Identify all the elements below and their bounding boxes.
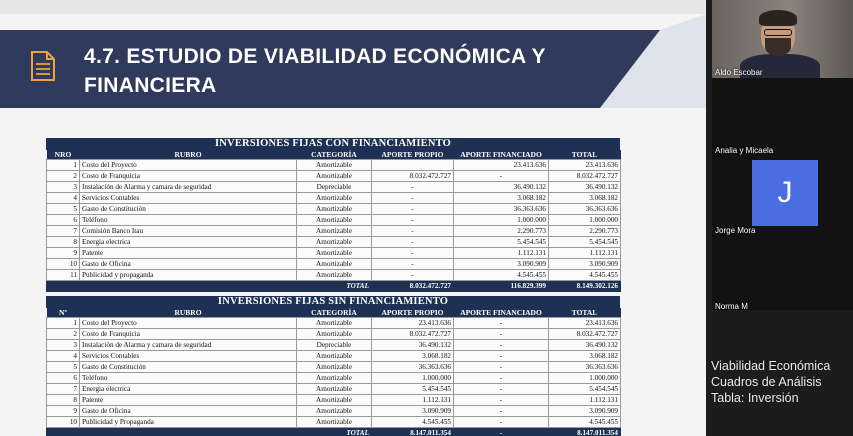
table-cell: 4	[47, 351, 80, 362]
table-cell: 5	[47, 204, 80, 215]
table-cell: Depreciable	[297, 182, 372, 193]
column-header: CATEGORÍA	[297, 308, 372, 318]
table-cell: 4.545.455	[454, 270, 549, 281]
table-cell: Servicios Contables	[80, 351, 297, 362]
table-header-row	[47, 308, 621, 318]
table-cell: 8.032.472.727	[372, 171, 454, 182]
table-cell: -	[454, 417, 549, 428]
table-row	[47, 351, 621, 362]
total-propio: 8.147.011.354	[372, 428, 454, 436]
table-cell: 10	[47, 417, 80, 428]
table-cell	[47, 428, 80, 436]
table-cell	[80, 428, 297, 436]
table-cell: 8	[47, 395, 80, 406]
table-cell: Amortizable	[297, 193, 372, 204]
table-cell: 1.000.000	[454, 215, 549, 226]
table-cell: 10	[47, 259, 80, 270]
table-cell: -	[454, 384, 549, 395]
participant-glasses	[764, 29, 792, 36]
column-header: APORTE PROPIO	[372, 308, 454, 318]
table-sin-financiamiento	[46, 296, 620, 436]
column-header: RUBRO	[80, 308, 297, 318]
table-cell: 4.545.455	[549, 417, 621, 428]
column-header: CATEGORÍA	[297, 150, 372, 160]
document-icon	[30, 50, 56, 82]
table-cell: 2	[47, 329, 80, 340]
column-header: NRO	[47, 150, 80, 160]
table-cell: Amortizable	[297, 318, 372, 329]
table-cell: Amortizable	[297, 395, 372, 406]
table-row	[47, 362, 621, 373]
table-row	[47, 193, 621, 204]
participant-beard	[765, 38, 791, 56]
table-cell: Teléfono	[80, 373, 297, 384]
table-cell: 1.112.131	[549, 395, 621, 406]
table-cell: 36.490.132	[549, 182, 621, 193]
table-row	[47, 160, 621, 171]
table-cell: Gasto de Oficina	[80, 259, 297, 270]
table-header-row	[47, 150, 621, 160]
total-financiado: 116.829.399	[454, 281, 549, 292]
table-grid	[46, 150, 621, 292]
table-row	[47, 171, 621, 182]
table-cell: 3.068.182	[549, 351, 621, 362]
table-cell: 36.490.132	[549, 340, 621, 351]
participant-name-aldo: Aldo Escobar	[715, 68, 763, 77]
table-title: INVERSIONES FIJAS CON FINANCIAMIENTO	[46, 138, 620, 150]
column-header: RUBRO	[80, 150, 297, 160]
table-cell: 7	[47, 226, 80, 237]
total-label: TOTAL	[297, 428, 372, 436]
table-title: INVERSIONES FIJAS SIN FINANCIAMIENTO	[46, 296, 620, 308]
table-cell: Patente	[80, 248, 297, 259]
column-header: APORTE FINANCIADO	[454, 150, 549, 160]
table-cell: Amortizable	[297, 248, 372, 259]
participant-video-tile[interactable]	[712, 0, 853, 78]
table-cell: -	[454, 362, 549, 373]
table-cell: 3.090.909	[372, 406, 454, 417]
participant-name-norma: Norma M	[715, 302, 748, 311]
table-cell: -	[454, 318, 549, 329]
table-cell	[47, 281, 80, 292]
table-row	[47, 226, 621, 237]
table-row	[47, 417, 621, 428]
caption-line-1: Viabilidad Económica	[711, 359, 831, 373]
table-cell: -	[372, 193, 454, 204]
table-cell: Servicios Contables	[80, 193, 297, 204]
table-cell: 36.363.636	[372, 362, 454, 373]
table-row	[47, 215, 621, 226]
total-label: TOTAL	[297, 281, 372, 292]
table-cell: -	[454, 171, 549, 182]
table-cell: 7	[47, 384, 80, 395]
table-row	[47, 270, 621, 281]
table-cell: 2.290.773	[454, 226, 549, 237]
table-cell: 4.545.455	[549, 270, 621, 281]
table-cell: -	[372, 259, 454, 270]
column-header: Nº	[47, 308, 80, 318]
table-cell: 1.000.000	[549, 215, 621, 226]
table-cell: Amortizable	[297, 259, 372, 270]
table-cell: -	[372, 237, 454, 248]
table-row	[47, 329, 621, 340]
table-row	[47, 373, 621, 384]
participant-avatar[interactable]: J	[752, 160, 818, 226]
participant-name-jorge: Jorge Mora	[715, 226, 756, 235]
participant-name-analia: Analia y Micaela	[715, 146, 774, 155]
table-row	[47, 182, 621, 193]
table-row	[47, 406, 621, 417]
table-cell: 23.413.636	[549, 160, 621, 171]
table-cell: 3.068.182	[454, 193, 549, 204]
table-cell: -	[372, 226, 454, 237]
table-cell: Costo de Franquicia	[80, 329, 297, 340]
table-total-row	[47, 281, 621, 292]
table-cell: 5.454.545	[372, 384, 454, 395]
table-cell: -	[454, 351, 549, 362]
table-cell: Gasto de Constitución	[80, 362, 297, 373]
table-cell: Amortizable	[297, 373, 372, 384]
table-cell: 3.090.909	[549, 406, 621, 417]
table-cell: Gasto de Constitución	[80, 204, 297, 215]
table-row	[47, 340, 621, 351]
table-cell: 36.363.636	[549, 362, 621, 373]
column-header: TOTAL	[549, 308, 621, 318]
table-cell: 11	[47, 270, 80, 281]
total-total: 8.149.302.126	[549, 281, 621, 292]
table-cell: 8	[47, 237, 80, 248]
table-cell: 5	[47, 362, 80, 373]
table-cell: 8.032.472.727	[549, 171, 621, 182]
table-cell: -	[372, 204, 454, 215]
table-cell: 1.112.131	[549, 248, 621, 259]
table-cell: 1.000.000	[372, 373, 454, 384]
table-cell: 3.068.182	[549, 193, 621, 204]
table-cell: Amortizable	[297, 215, 372, 226]
table-cell: 3	[47, 340, 80, 351]
table-cell: 36.363.636	[454, 204, 549, 215]
table-cell: Instalación de Alarma y camara de seguridad	[80, 182, 297, 193]
caption-line-3: Tabla: Inversión	[711, 391, 799, 405]
table-row	[47, 204, 621, 215]
table-cell: 1	[47, 318, 80, 329]
table-cell: Comisión Banco Itau	[80, 226, 297, 237]
table-cell: -	[454, 340, 549, 351]
table-cell: 3.090.909	[549, 259, 621, 270]
table-cell: Costo del Proyecto	[80, 318, 297, 329]
table-cell: Gasto de Oficina	[80, 406, 297, 417]
table-cell: Energia electrica	[80, 237, 297, 248]
table-cell: -	[454, 329, 549, 340]
table-cell: Amortizable	[297, 160, 372, 171]
table-cell: Amortizable	[297, 417, 372, 428]
table-cell: 3	[47, 182, 80, 193]
table-cell: 5.454.545	[549, 237, 621, 248]
table-cell: 9	[47, 248, 80, 259]
column-header: APORTE FINANCIADO	[454, 308, 549, 318]
table-cell: Costo del Proyecto	[80, 160, 297, 171]
participants-panel	[712, 0, 853, 310]
table-cell: 23.413.636	[454, 160, 549, 171]
table-cell: 23.413.636	[372, 318, 454, 329]
table-row	[47, 248, 621, 259]
table-cell: Energia electrica	[80, 384, 297, 395]
total-propio: 8.032.472.727	[372, 281, 454, 292]
total-financiado: -	[454, 428, 549, 436]
table-cell: -	[454, 406, 549, 417]
table-cell: 3.090.909	[454, 259, 549, 270]
table-cell: 36.490.132	[454, 182, 549, 193]
table-cell: Amortizable	[297, 270, 372, 281]
table-cell: 2.290.773	[549, 226, 621, 237]
table-row	[47, 259, 621, 270]
table-row	[47, 395, 621, 406]
table-cell: -	[372, 248, 454, 259]
table-cell: 1.112.131	[454, 248, 549, 259]
table-row	[47, 237, 621, 248]
slide-title: 4.7. ESTUDIO DE VIABILIDAD ECONÓMICA Y FINANCIERA	[84, 45, 546, 97]
table-cell: -	[372, 270, 454, 281]
table-cell: 8.032.472.727	[372, 329, 454, 340]
table-cell: 1.000.000	[549, 373, 621, 384]
caption-line-2: Cuadros de Análisis	[711, 375, 822, 389]
table-cell: Publicidad y Propaganda	[80, 417, 297, 428]
total-total: 8.147.011.354	[549, 428, 621, 436]
table-cell: Amortizable	[297, 406, 372, 417]
table-cell: 4.545.455	[372, 417, 454, 428]
table-con-financiamiento	[46, 138, 620, 292]
table-cell: -	[454, 395, 549, 406]
table-cell: Amortizable	[297, 226, 372, 237]
table-cell: 36.490.132	[372, 340, 454, 351]
column-header: TOTAL	[549, 150, 621, 160]
table-cell: Amortizable	[297, 384, 372, 395]
table-cell: Patente	[80, 395, 297, 406]
table-cell: 23.413.636	[549, 318, 621, 329]
table-cell: Amortizable	[297, 171, 372, 182]
table-cell: 5.454.545	[454, 237, 549, 248]
table-cell: 36.363.636	[549, 204, 621, 215]
table-cell: 9	[47, 406, 80, 417]
slide-top-stripe	[0, 0, 706, 14]
table-cell: 4	[47, 193, 80, 204]
table-total-row	[47, 428, 621, 436]
table-cell: Instalación de Alarma y camara de seguridad	[80, 340, 297, 351]
table-row	[47, 318, 621, 329]
table-cell: Costo de Franquicia	[80, 171, 297, 182]
table-cell: 2	[47, 171, 80, 182]
table-grid	[46, 308, 621, 436]
table-cell: Amortizable	[297, 351, 372, 362]
table-cell: Publicidad y propaganda	[80, 270, 297, 281]
table-cell: Amortizable	[297, 204, 372, 215]
table-cell: 3.068.182	[372, 351, 454, 362]
column-header: APORTE PROPIO	[372, 150, 454, 160]
table-cell: -	[454, 373, 549, 384]
table-cell: 5.454.545	[549, 384, 621, 395]
table-cell: 6	[47, 215, 80, 226]
table-cell: Depreciable	[297, 340, 372, 351]
table-cell: 6	[47, 373, 80, 384]
table-cell: 8.032.472.727	[549, 329, 621, 340]
table-cell: 1.112.131	[372, 395, 454, 406]
table-cell	[80, 281, 297, 292]
table-cell: Amortizable	[297, 237, 372, 248]
table-cell: 1	[47, 160, 80, 171]
table-cell: Teléfono	[80, 215, 297, 226]
table-cell: -	[372, 182, 454, 193]
table-cell	[372, 160, 454, 171]
table-cell: -	[372, 215, 454, 226]
table-cell: Amortizable	[297, 362, 372, 373]
table-row	[47, 384, 621, 395]
table-cell: Amortizable	[297, 329, 372, 340]
slide-caption	[711, 358, 851, 406]
participant-hair	[759, 10, 797, 26]
